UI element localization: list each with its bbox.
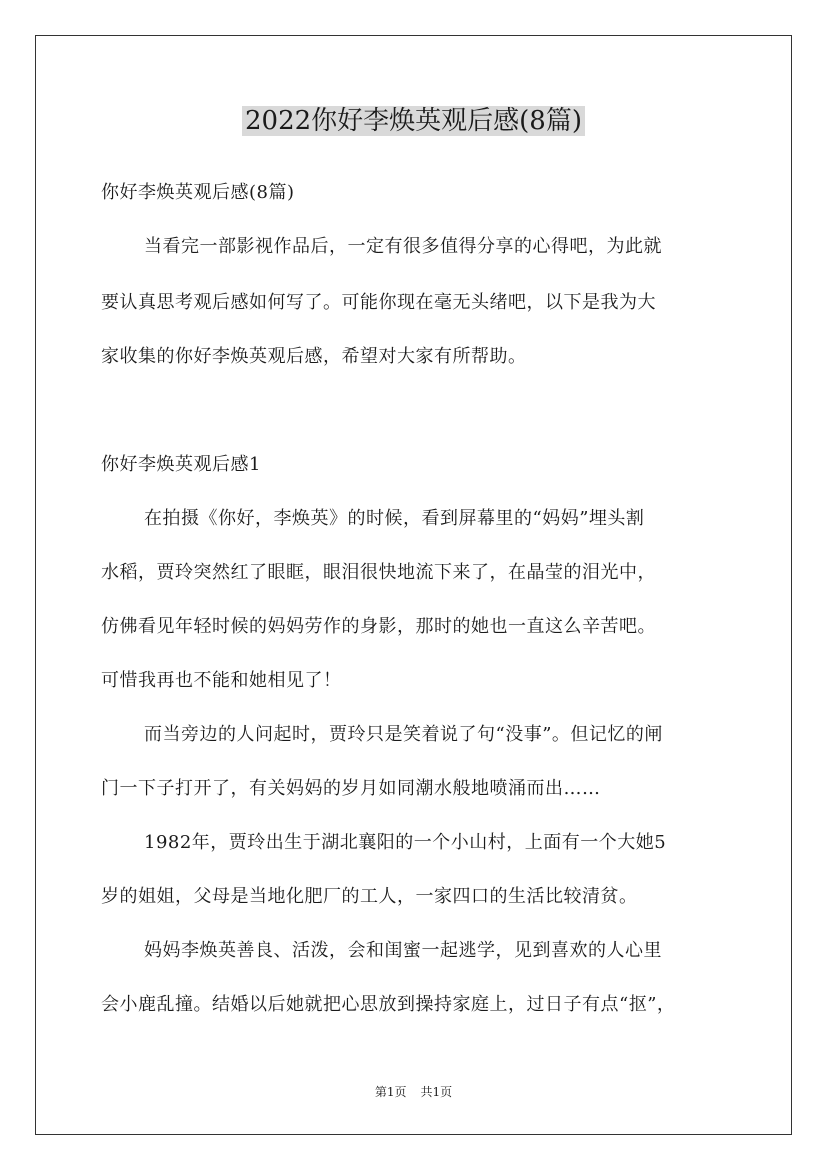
document-title-text: 2022你好李焕英观后感(8篇) [242,106,585,136]
paragraph-line: 门一下子打开了，有关妈妈的岁月如同潮水般地喷涌而出…… [101,778,601,799]
paragraph-line: 1982年，贾玲出生于湖北襄阳的一个小山村，上面有一个大她5 [144,832,667,853]
paragraph-line: 在拍摄《你好，李焕英》的时候，看到屏幕里的“妈妈”埋头割 [144,508,645,529]
page-number-current: 第1页 [374,1085,407,1099]
paragraph-line: 仿佛看见年轻时候的妈妈劳作的身影，那时的她也一直这么辛苦吧。 [101,616,656,637]
intro-line: 家收集的你好李焕英观后感，希望对大家有所帮助。 [101,346,527,367]
paragraph-line: 会小鹿乱撞。结婚以后她就把心思放到操持家庭上，过日子有点“抠”， [101,994,676,1015]
intro-line: 当看完一部影视作品后，一定有很多值得分享的心得吧，为此就 [144,236,662,257]
paragraph-line: 妈妈李焕英善良、活泼，会和闺蜜一起逃学，见到喜欢的人心里 [144,940,662,961]
document-subtitle: 你好李焕英观后感(8篇) [101,182,295,203]
page-number-total: 共1页 [420,1085,453,1099]
paragraph-line: 岁的姐姐，父母是当地化肥厂的工人，一家四口的生活比较清贫。 [101,886,638,907]
page-footer [0,1083,827,1101]
document-title [0,101,827,141]
intro-line: 要认真思考观后感如何写了。可能你现在毫无头绪吧，以下是我为大 [101,292,656,313]
section-heading: 你好李焕英观后感1 [101,454,261,475]
paragraph-line: 水稻，贾玲突然红了眼眶，眼泪很快地流下来了，在晶莹的泪光中， [101,562,656,583]
paragraph-line: 可惜我再也不能和她相见了！ [101,670,342,691]
paragraph-line: 而当旁边的人问起时，贾玲只是笑着说了句“没事”。但记忆的闸 [144,724,663,745]
